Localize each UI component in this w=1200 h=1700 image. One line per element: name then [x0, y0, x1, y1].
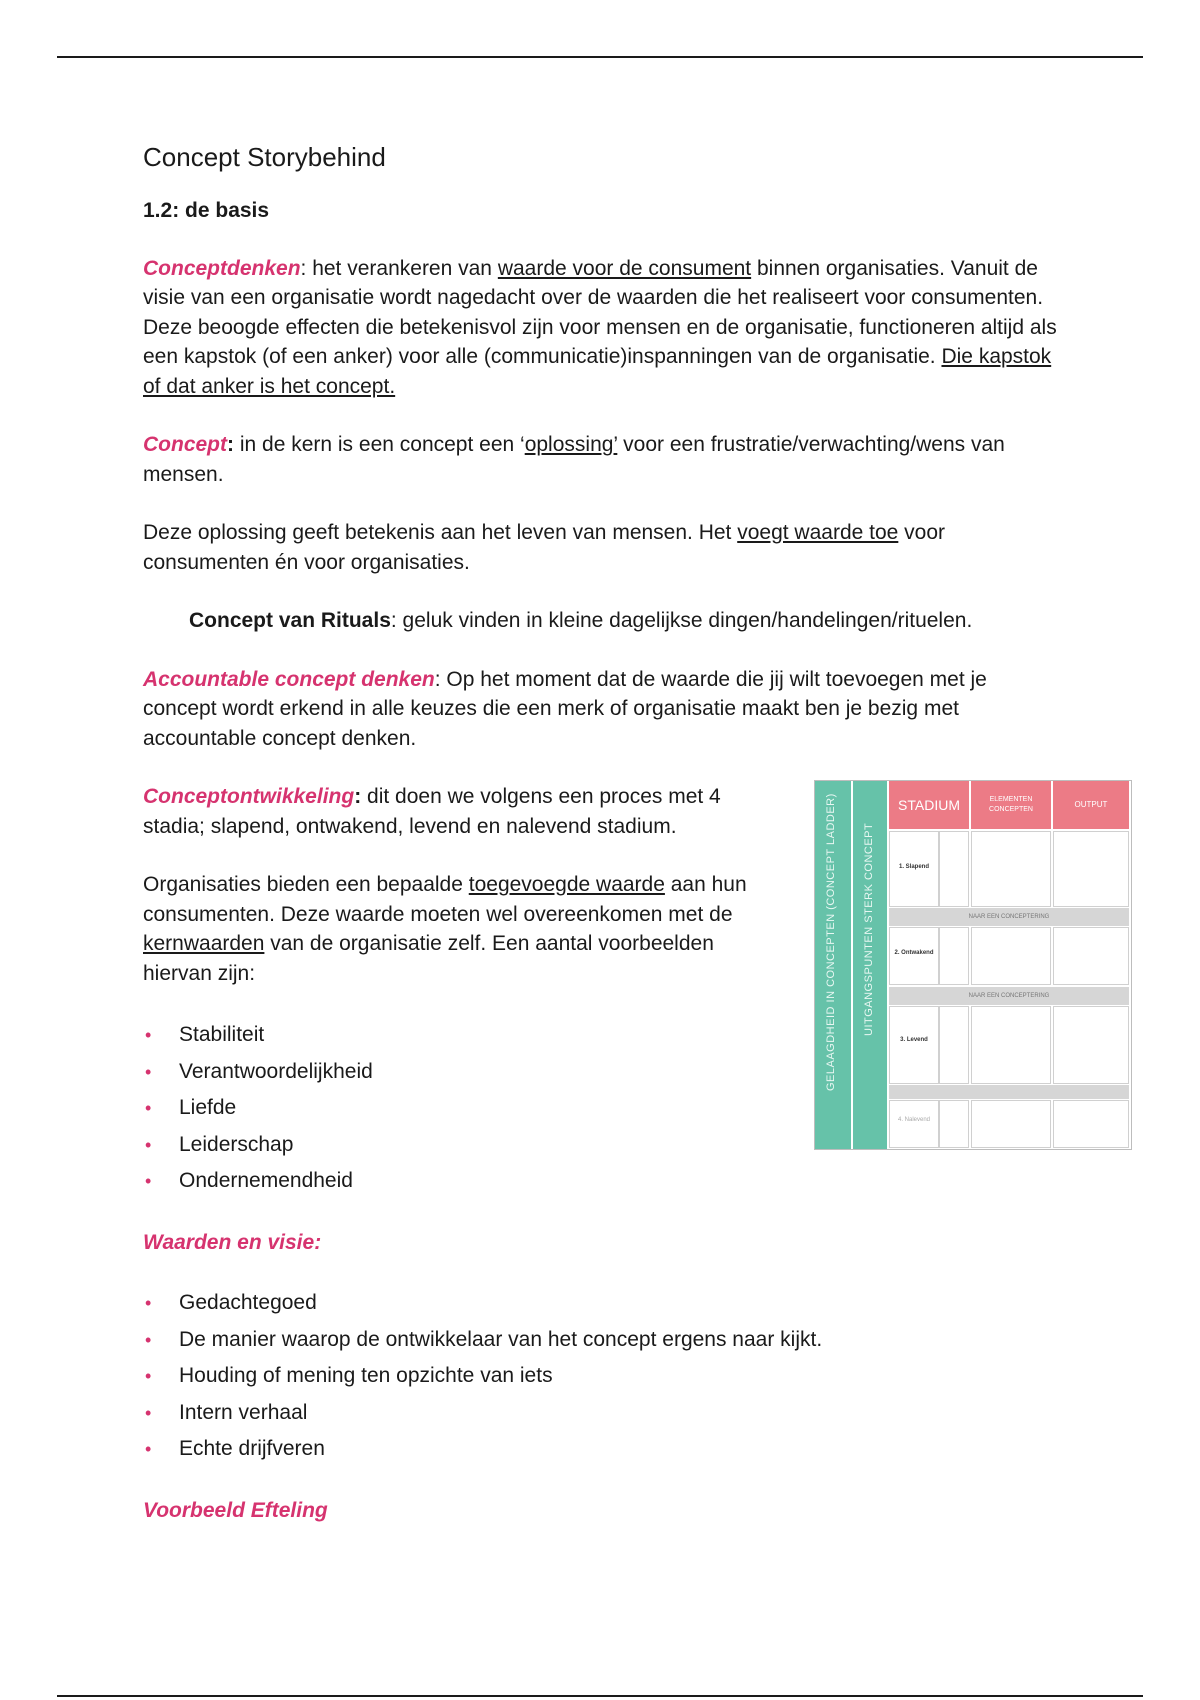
- underlined-text: kernwaarden: [143, 932, 265, 955]
- paragraph-conceptontwikkeling: [143, 782, 783, 841]
- bottom-rule: [57, 1695, 1143, 1697]
- chart-separator: NAAR EEN CONCEPTERING: [889, 987, 1129, 1005]
- list-item: [143, 1285, 1063, 1322]
- chart-cell: [971, 1006, 1051, 1084]
- underlined-text: toegevoegde waarde: [468, 873, 665, 896]
- heading-waarden-visie: Waarden en visie:: [143, 1230, 322, 1254]
- chart-header-output: OUTPUT: [1053, 781, 1129, 829]
- list-item-text: Liefde: [179, 1096, 237, 1119]
- text: Organisaties bieden een bepaalde: [143, 873, 469, 896]
- section-heading: 1.2: de basis: [143, 199, 270, 222]
- text: voor consumenten én voor organisaties.: [143, 521, 946, 574]
- list-item-text: Gedachtegoed: [179, 1291, 317, 1314]
- text: dit doen we volgens een proces met 4 stadia; slapend, ontwakend, levend en nalevend stadium.: [143, 785, 721, 838]
- paragraph-organisaties: [143, 870, 783, 988]
- band-right-label: UITGANGSPUNTEN STERK CONCEPT: [863, 822, 875, 1036]
- term-concept: Concept: [143, 433, 227, 456]
- chart-stage-2: 2. Ontwakend: [889, 927, 939, 985]
- list-item: [143, 1358, 1063, 1395]
- chart-cell: [971, 927, 1051, 985]
- band-left-label: GELAAGDHEID IN CONCEPTEN (CONCEPT LADDER): [825, 793, 837, 1091]
- chart-header-elementen: ELEMENTEN CONCEPTEN: [971, 781, 1051, 829]
- bullet-icon: •: [145, 1134, 152, 1155]
- text: : Op het moment dat de waarde die jij wilt toevoegen met je concept wordt erkend in alle keuzes die een merk of organisatie maakt ben je bezig met accountable concept denken.: [143, 667, 987, 750]
- list-item-text: Ondernemendheid: [179, 1169, 353, 1192]
- chart-stage-1: 1. Slapend: [889, 831, 939, 907]
- text: voor een frustratie/verwachting/wens van mensen.: [143, 433, 1005, 486]
- chart-band-right: [853, 781, 887, 1149]
- text: Deze oplossing geeft betekenis aan het leven van mensen. Het: [143, 521, 738, 544]
- text: : het verankeren van: [300, 256, 498, 280]
- colon: :: [227, 433, 234, 456]
- list-item: [143, 1322, 1063, 1359]
- list-item-text: Stabiliteit: [179, 1023, 265, 1046]
- heading-voorbeeld-efteling: Voorbeeld Efteling: [143, 1498, 328, 1522]
- paragraph-rituals: [143, 606, 1063, 636]
- page-title: Concept Storybehind: [143, 142, 386, 172]
- paragraph-oplossing: [143, 518, 1063, 577]
- term-conceptontwikkeling: Conceptontwikkeling: [143, 785, 355, 808]
- term-accountable: Accountable concept denken: [143, 667, 435, 691]
- bullet-icon: •: [145, 1025, 152, 1045]
- bold-text: Concept van Rituals: [189, 609, 391, 632]
- paragraph-concept: [143, 430, 1063, 489]
- chart-stage-3: 3. Levend: [889, 1006, 939, 1084]
- bullet-icon: •: [145, 1171, 152, 1191]
- text: van de organisatie zelf. Een aantal voorbeelden hiervan zijn:: [143, 932, 714, 985]
- list-item-text: Echte drijfveren: [179, 1437, 325, 1460]
- chart-band-left: [815, 781, 851, 1149]
- bullet-icon: •: [145, 1366, 152, 1386]
- chart-cell: [1053, 1006, 1129, 1084]
- chart-cell: [1053, 1100, 1129, 1148]
- chart-cell: [939, 1100, 969, 1148]
- chart-cell: [971, 1100, 1051, 1148]
- paragraph-accountable: [143, 665, 1063, 754]
- concept-stages-figure: [814, 780, 1132, 1150]
- bullet-icon: •: [145, 1402, 152, 1423]
- top-rule: [57, 56, 1143, 58]
- underlined-text: waarde voor de consument: [497, 256, 752, 280]
- list-item-text: Verantwoordelijkheid: [179, 1059, 373, 1083]
- chart-separator: NAAR EEN CONCEPTERING: [889, 908, 1129, 926]
- bullet-icon: •: [145, 1329, 152, 1350]
- list-item-text: Intern verhaal: [179, 1400, 308, 1424]
- text: in de kern is een concept een ‘: [234, 433, 525, 456]
- colon: :: [354, 785, 362, 808]
- chart-cell: [1053, 927, 1129, 985]
- text: binnen organisaties. Vanuit de visie van een organisatie wordt nagedacht over de waarden die het realiseert voor consumenten. Deze beoogde effecten die betekenisvol zijn voor mensen en de organisatie, functioneren altijd als een kapstok (of een anker) voor alle (communicatie)inspanningen van de organisatie.: [143, 256, 1057, 368]
- vision-list: [143, 1285, 1063, 1468]
- list-item: [143, 1163, 1063, 1200]
- chart-stage-4: 4. Nalevend: [889, 1100, 939, 1148]
- chart-cell: [1053, 831, 1129, 907]
- list-item-text: Leiderschap: [179, 1132, 294, 1156]
- chart-separator-blank: [889, 1085, 1129, 1099]
- chart-header-stadium: STADIUM: [889, 781, 969, 829]
- chart-cell: [939, 831, 969, 907]
- list-item: [143, 1431, 1063, 1468]
- term-conceptdenken: Conceptdenken: [143, 256, 301, 280]
- bullet-icon: •: [145, 1293, 152, 1313]
- bullet-icon: •: [145, 1439, 152, 1459]
- chart-cell: [971, 831, 1051, 907]
- chart-cell: [939, 1006, 969, 1084]
- bullet-icon: •: [145, 1061, 152, 1082]
- bullet-icon: •: [145, 1098, 152, 1118]
- paragraph-conceptdenken: [143, 254, 1063, 402]
- list-item: [143, 1395, 1063, 1432]
- underlined-text: voegt waarde toe: [737, 521, 899, 544]
- text: : geluk vinden in kleine dagelijkse dingen/handelingen/rituelen.: [390, 609, 973, 632]
- underlined-text: Die kapstok of dat anker is het concept.: [143, 345, 1052, 398]
- underlined-text: oplossing’: [524, 433, 618, 456]
- list-item-text: De manier waarop de ontwikkelaar van het concept ergens naar kijkt.: [179, 1327, 823, 1351]
- chart-cell: [939, 927, 969, 985]
- text: aan hun consumenten. Deze waarde moeten wel overeenkomen met de: [143, 873, 747, 926]
- list-item-text: Houding of mening ten opzichte van iets: [179, 1364, 553, 1387]
